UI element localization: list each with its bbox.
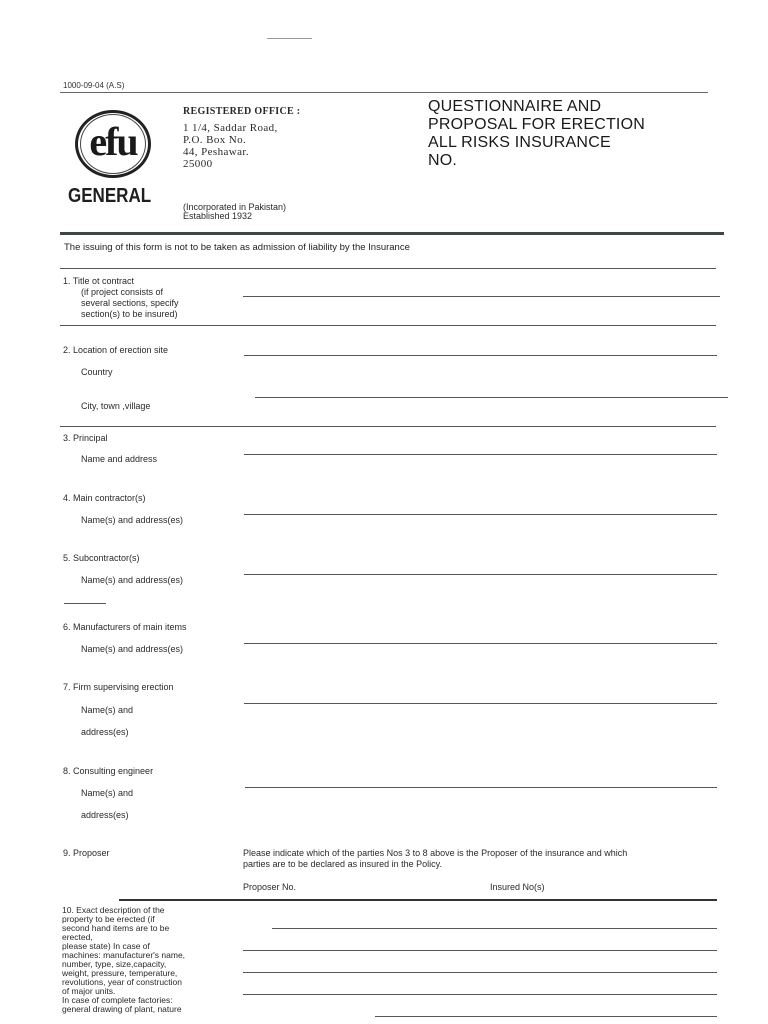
section-2-country-line[interactable]	[255, 397, 728, 398]
section-3-title: 3. Principal	[63, 433, 108, 443]
section-5-short-rule	[64, 603, 106, 604]
section-10-answer-line-1[interactable]	[272, 928, 717, 929]
section-8-subtext-2: address(es)	[81, 810, 129, 820]
section-2-answer-line[interactable]	[244, 355, 717, 356]
section-7-subtext-1: Name(s) and	[81, 705, 134, 715]
proposer-no-label: Proposer No.	[243, 882, 297, 892]
section-1-answer-line[interactable]	[243, 296, 720, 297]
section-9-title: 9. Proposer	[63, 848, 110, 858]
address-line-1: 1 1/4, Saddar Road,	[183, 122, 278, 134]
section-10-answer-line-4[interactable]	[243, 994, 717, 995]
section-2-rule	[60, 426, 716, 427]
top-decor-line	[267, 38, 312, 39]
section-8-subtext-1: Name(s) and	[81, 788, 134, 798]
established-note: Established 1932	[183, 211, 253, 221]
registered-office-heading: REGISTERED OFFICE :	[183, 106, 301, 117]
section-3-answer-line[interactable]	[244, 454, 717, 455]
section-6-answer-line[interactable]	[244, 643, 717, 644]
section-10-description: 10. Exact description of the property to be erected (if second hand items are to be erected, please state) In case of machines: manufacturer's name, number, type, size,capacity, weight, pressure, temperature, revolutions, year of construction of major units. In case of complete factories: general drawing of plant, nature	[62, 905, 186, 1014]
section-4-title: 4. Main contractor(s)	[63, 493, 146, 503]
section-1-rule	[60, 325, 716, 326]
section-7-title: 7. Firm supervising erection	[63, 682, 174, 692]
company-logo-text: efu	[89, 119, 137, 164]
section-10-answer-line-3[interactable]	[243, 972, 717, 973]
section-5-title: 5. Subcontractor(s)	[63, 553, 140, 563]
header-divider-bar	[60, 232, 724, 235]
incorporated-note: (Incorporated in Pakistan)	[183, 202, 287, 212]
section-5-answer-line[interactable]	[244, 574, 717, 575]
section-10-answer-line-5[interactable]	[375, 1016, 717, 1017]
liability-notice: The issuing of this form is not to be taken as admission of liability by the Insurance	[64, 242, 410, 253]
notice-rule	[60, 268, 716, 269]
address-line-2: P.O. Box No.	[183, 134, 247, 146]
section-6-subtext: Name(s) and address(es)	[81, 644, 184, 654]
section-8-title: 8. Consulting engineer	[63, 766, 154, 776]
header-rule	[60, 92, 708, 93]
section-6-title: 6. Manufacturers of main items	[63, 622, 187, 632]
section-2-title: 2. Location of erection site	[63, 345, 169, 355]
section-2-city-label: City, town ,village	[81, 401, 151, 411]
form-ref-code: 1000-09-04 (A.S)	[63, 81, 125, 90]
section-4-subtext: Name(s) and address(es)	[81, 515, 184, 525]
section-5-subtext: Name(s) and address(es)	[81, 575, 184, 585]
section-2-country-label: Country	[81, 367, 113, 377]
section-10-answer-line-2[interactable]	[243, 950, 717, 951]
section-4-answer-line[interactable]	[244, 514, 717, 515]
section-7-subtext-2: address(es)	[81, 727, 129, 737]
address-line-3: 44, Peshawar.	[183, 146, 249, 158]
section-3-subtext: Name and address	[81, 454, 158, 464]
section-1-subtext: (if project consists of several sections, specify section(s) to be insured)	[81, 287, 179, 319]
section-9-rule	[119, 899, 717, 901]
address-line-4: 25000	[183, 158, 213, 170]
form-title: QUESTIONNAIRE AND PROPOSAL FOR ERECTION ALL RISKS INSURANCE NO.	[428, 98, 645, 169]
insured-no-label: Insured No(s)	[490, 882, 545, 892]
section-7-answer-line[interactable]	[244, 703, 717, 704]
section-8-answer-line[interactable]	[245, 787, 717, 788]
company-logo-subtitle: GENERAL	[68, 185, 152, 207]
section-9-instruction: Please indicate which of the parties Nos 3 to 8 above is the Proposer of the insurance and which parties are to be declared as insured in the Policy.	[243, 848, 628, 869]
section-1-title: 1. Title ot contract	[63, 276, 135, 286]
